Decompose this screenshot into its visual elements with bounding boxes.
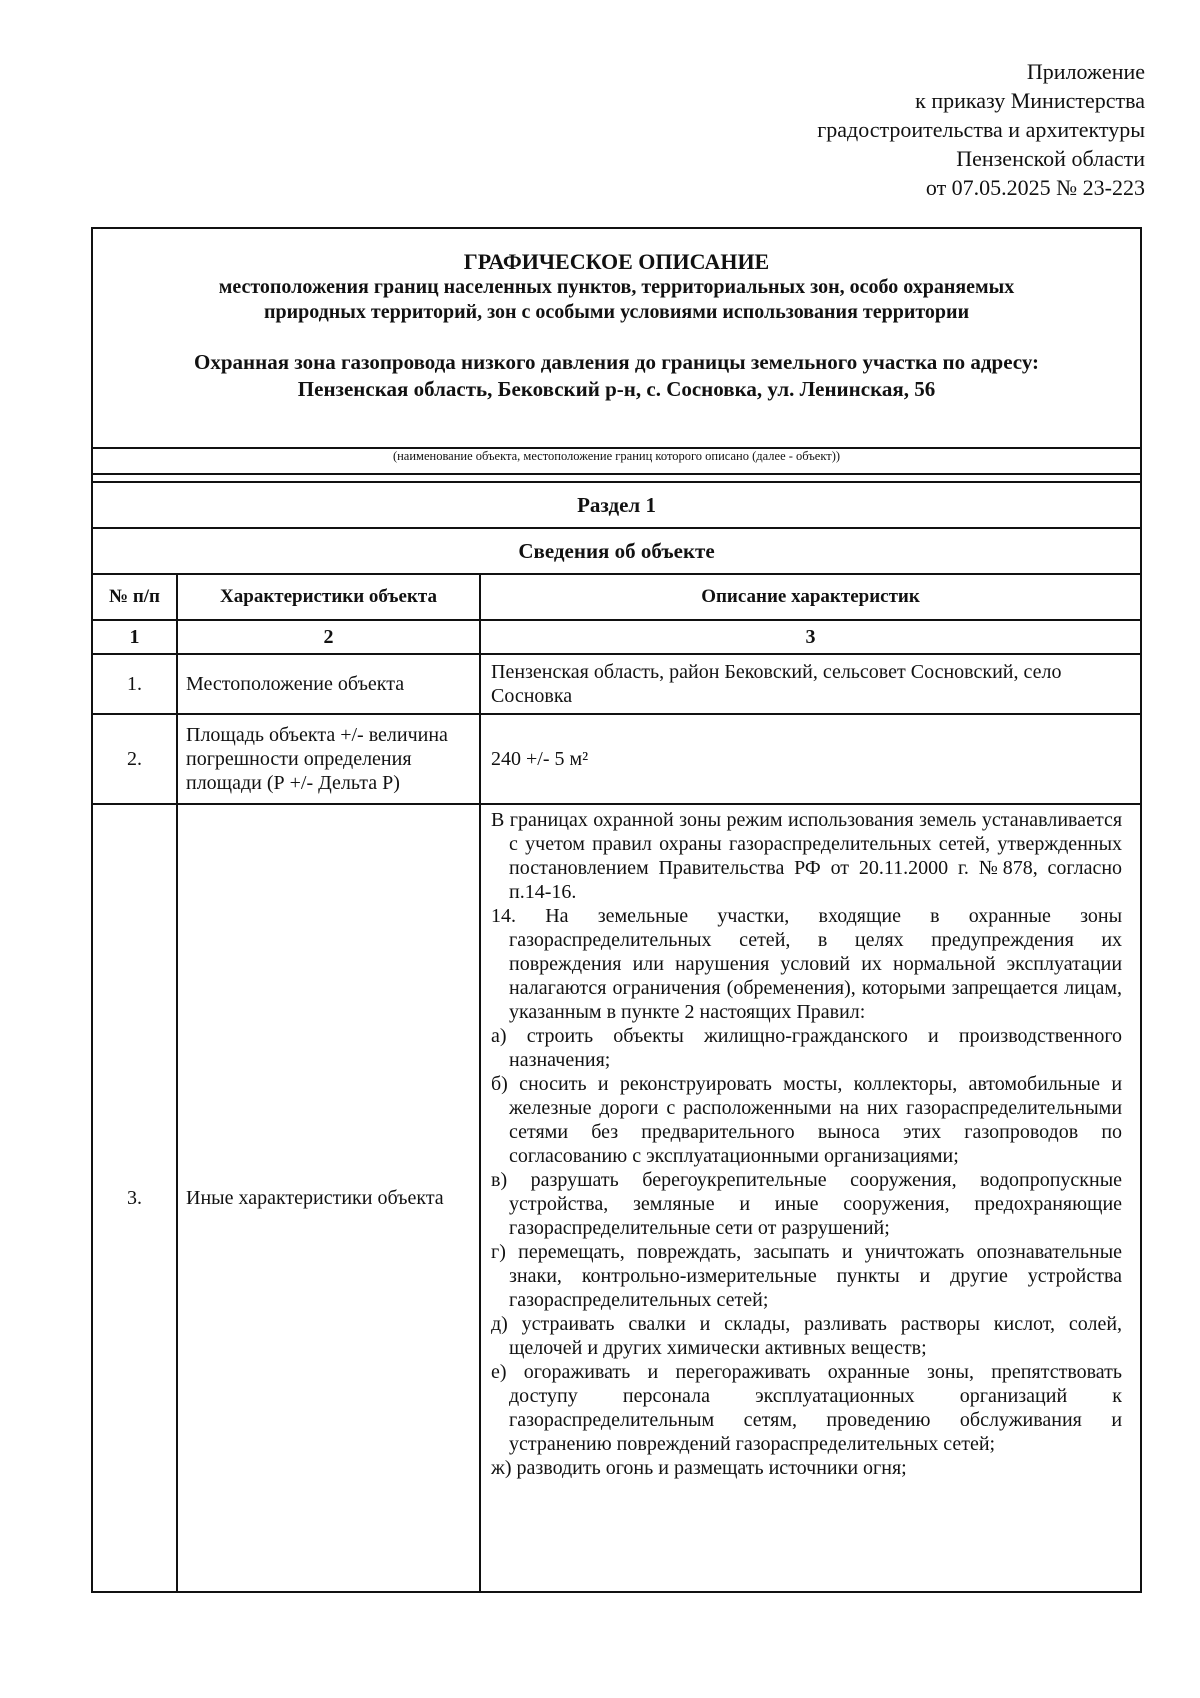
column-header: № п/п — [92, 574, 177, 620]
column-number: 2 — [177, 620, 480, 654]
row-description: Пензенская область, район Бековский, сельсовет Сосновский, село Сосновка — [480, 654, 1141, 714]
row-number: 1. — [92, 654, 177, 714]
row-number: 2. — [92, 714, 177, 804]
row-description — [480, 804, 1141, 1592]
table-row — [92, 804, 1141, 1592]
document-subtitle-line: природных территорий, зон с особыми условиями использования территории — [263, 301, 970, 323]
column-header: Описание характеристик — [480, 574, 1141, 620]
table-row — [92, 654, 1141, 714]
description-paragraph: в) разрушать берегоукрепительные сооружения, водопропускные устройства, земляные и иные сооружения, предохраняющие газораспределительные сети от разрушений; — [491, 1169, 1123, 1239]
spacer-row — [92, 474, 1141, 482]
column-number: 1 — [92, 620, 177, 654]
description-paragraph: б) сносить и реконструировать мосты, коллекторы, автомобильные и железные дороги с расположенными на них газораспределительными сетями без предварительного выноса этих газопроводов по согласованию с эксплуатационными организациями; — [491, 1073, 1123, 1167]
object-name-line: Охранная зона газопровода низкого давления до границы земельного участка по адресу: — [193, 350, 1040, 374]
appendix-line: к приказу Министерства — [915, 88, 1145, 113]
section-title: Раздел 1 — [92, 482, 1141, 528]
title-block — [92, 228, 1141, 448]
graphic-description-table — [91, 227, 1142, 1593]
appendix-block — [817, 57, 1145, 202]
description-paragraph: ж) разводить огонь и размещать источники огня; — [491, 1457, 907, 1479]
appendix-date-number: от 07.05.2025 № 23-223 — [925, 175, 1145, 200]
appendix-line: Приложение — [1026, 59, 1145, 84]
row-characteristic: Местоположение объекта — [177, 654, 480, 714]
appendix-line: градостроительства и архитектуры — [817, 117, 1145, 142]
row-characteristic: Площадь объекта +/- величина погрешности определения площади (Р +/- Дельта Р) — [177, 714, 480, 804]
object-note: (наименование объекта, местоположение границ которого описано (далее - объект)) — [92, 448, 1141, 474]
description-paragraph: В границах охранной зоны режим использования земель устанавливается с учетом правил охраны газораспределительных сетей, утвержденных постановлением Правительства РФ от 20.11.2000 г. №878, согласно п.14-16. — [491, 809, 1123, 903]
column-number: 3 — [480, 620, 1141, 654]
description-paragraph: д) устраивать свалки и склады, разливать растворы кислот, солей, щелочей и других химически активных веществ; — [491, 1313, 1123, 1359]
description-paragraph: е) огораживать и перегораживать охранные зоны, препятствовать доступу персонала эксплуатационных организаций к газораспределительным сетям, проведению обслуживания и устранению повреждений газораспределительных сетей; — [491, 1361, 1123, 1455]
row-characteristic: Иные характеристики объекта — [177, 804, 480, 1592]
section-subtitle: Сведения об объекте — [92, 528, 1141, 574]
appendix-line: Пензенской области — [956, 146, 1145, 171]
row-description: 240 +/- 5 м² — [480, 714, 1141, 804]
object-address-line: Пензенская область, Бековский р-н, с. Сосновка, ул. Ленинская, 56 — [297, 377, 936, 401]
document-title: ГРАФИЧЕСКОЕ ОПИСАНИЕ — [463, 249, 770, 274]
column-header: Характеристики объекта — [177, 574, 480, 620]
description-paragraph: а) строить объекты жилищно-гражданского и производственного назначения; — [491, 1025, 1123, 1071]
row-number: 3. — [92, 804, 177, 1592]
document-subtitle-line: местоположения границ населенных пунктов, территориальных зон, особо охраняемых — [218, 276, 1015, 298]
description-paragraph: г) перемещать, повреждать, засыпать и уничтожать опознавательные знаки, контрольно-измерительные пункты и другие устройства газораспределительных сетей; — [491, 1241, 1123, 1311]
table-row — [92, 714, 1141, 804]
description-paragraph: 14. На земельные участки, входящие в охранные зоны газораспределительных сетей, в целях предупреждения их повреждения или нарушения условий их нормальной эксплуатации налагаются ограничения (обременения), которыми запрещается лицам, указанным в пункте 2 настоящих Правил: — [491, 905, 1123, 1023]
